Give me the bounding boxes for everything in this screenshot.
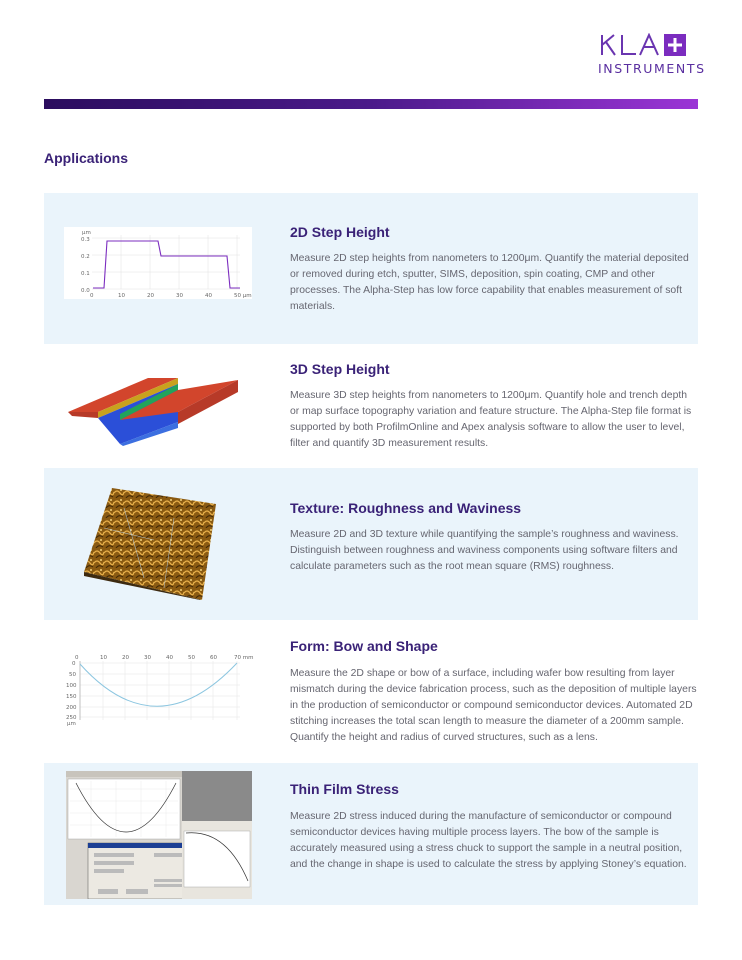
3d-step-figure (68, 372, 246, 448)
step-x-tick: 50 μm (234, 293, 252, 299)
step-y-tick: 0.1 (81, 271, 90, 277)
app-body-stress: Measure 2D stress induced during the manufacture of semiconductor or compound semiconductor devices having multiple process layers. The bow of the sample is accurately measured using a stress chuck to support the sample in a neutral position, and the change in shape is used to calculate the stress by applying Stoney’s equation. (290, 811, 687, 870)
section-title: Applications (44, 150, 129, 166)
texture-3d-figure (84, 488, 234, 600)
application-3d-step-height (44, 344, 698, 468)
bow-chart (60, 654, 256, 730)
bow-x-tick: 60 (210, 655, 217, 661)
app-title-stress: Thin Film Stress (290, 781, 399, 797)
bow-x-tick: 0 (75, 655, 79, 661)
kla-logo (598, 33, 706, 76)
app-body-3d-step: Measure 3D step heights from nanometers to 1200μm. Quantify hole and trench depth or map surface topography variation and feature structure. The Alpha-Step file format is supported by both ProfilmOnline and Apex analysis software to allow the user to level, filter and quantify 3D measurement results. (290, 390, 692, 449)
step-y-tick: 0.2 (81, 254, 90, 260)
bow-curve (80, 663, 237, 706)
bow-x-tick: 50 (188, 655, 195, 661)
kla-logo-mark (598, 33, 698, 57)
step-profile-line (93, 241, 240, 288)
bow-x-tick: 10 (100, 655, 107, 661)
app-title-form: Form: Bow and Shape (290, 638, 438, 654)
app-title-3d-step: 3D Step Height (290, 361, 390, 377)
bow-y-tick: 0 (72, 661, 76, 667)
header-gradient-bar (44, 99, 698, 109)
application-2d-step-height (44, 193, 698, 344)
step-x-tick: 30 (176, 293, 183, 299)
application-form (44, 620, 698, 763)
app-body-texture: Measure 2D and 3D texture while quantifying the sample’s roughness and waviness. Distinguish between roughness and waviness components using software filters and calculate parameters such as the root mean square (RMS) roughness. (290, 529, 679, 572)
step-x-tick: 0 (90, 293, 94, 299)
step-y-tick: 0.3 (81, 237, 90, 243)
app-body-form: Measure the 2D shape or bow of a surface, including wafer bow resulting from layer mismatch during the device fabrication process, such as the deposition of multiple layers in the production of semiconductor or compound semiconductor devices. Automated 2D stitching increases the total scan length to measure the diameter of a 200mm sample. Quantify the height and radius of curved structures, such as a lens. (290, 668, 697, 743)
app-body-2d-step: Measure 2D step heights from nanometers to 1200μm. Quantify the material deposited or removed during etch, sputter, SIMS, deposition, spin coating, CMP and other processes. The Alpha-Step has low force capability that enables measurement of soft materials. (290, 253, 689, 312)
step-y-tick: 0.0 (81, 288, 90, 294)
bow-y-tick: 250 (66, 715, 77, 721)
bow-x-tick: 40 (166, 655, 173, 661)
step-x-tick: 10 (118, 293, 125, 299)
bow-x-tick: 70 mm (234, 655, 254, 661)
bow-y-tick: 150 (66, 694, 77, 700)
application-texture (44, 468, 698, 620)
bow-y-tick: 100 (66, 683, 77, 689)
step-x-tick: 20 (147, 293, 154, 299)
bow-x-tick: 30 (144, 655, 151, 661)
application-thin-film-stress (44, 763, 698, 905)
app-title-2d-step: 2D Step Height (290, 224, 390, 240)
step-x-tick: 40 (205, 293, 212, 299)
step-y-unit: μm (82, 230, 91, 236)
kla-wordmark (600, 33, 698, 57)
bow-y-tick: 200 (66, 705, 77, 711)
stress-software-screenshot (66, 771, 252, 899)
bow-y-tick: 50 (69, 672, 76, 678)
bow-x-tick: 20 (122, 655, 129, 661)
logo-subtitle: INSTRUMENTS (598, 61, 706, 76)
bow-y-unit: μm (67, 721, 76, 727)
app-title-texture: Texture: Roughness and Waviness (290, 500, 522, 516)
step-height-chart (64, 227, 252, 299)
